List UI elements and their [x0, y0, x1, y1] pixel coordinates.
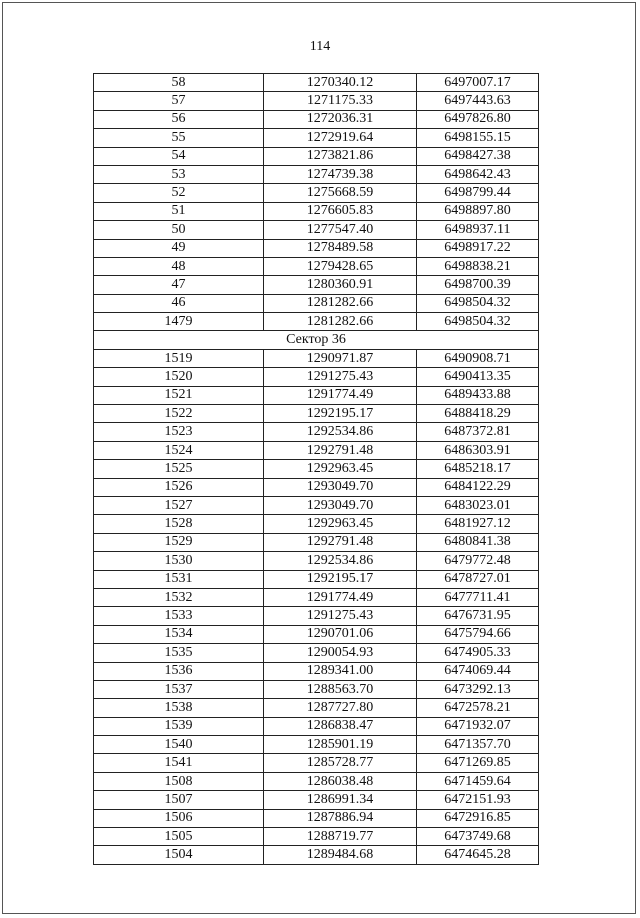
point-number-cell: 48 [94, 257, 264, 275]
table-row [94, 680, 539, 698]
y-coordinate-cell: 6498700.39 [417, 276, 539, 294]
y-coordinate-cell: 6473292.13 [417, 680, 539, 698]
y-coordinate-cell: 6490413.35 [417, 368, 539, 386]
coordinates-table [93, 73, 539, 865]
table-row [94, 552, 539, 570]
point-number-cell: 47 [94, 276, 264, 294]
table-row [94, 717, 539, 735]
x-coordinate-cell: 1289484.68 [264, 846, 417, 864]
point-number-cell: 46 [94, 294, 264, 312]
point-number-cell: 51 [94, 202, 264, 220]
point-number-cell: 55 [94, 129, 264, 147]
point-number-cell: 1520 [94, 368, 264, 386]
point-number-cell: 1519 [94, 349, 264, 367]
table-row [94, 405, 539, 423]
point-number-cell: 1540 [94, 736, 264, 754]
x-coordinate-cell: 1271175.33 [264, 92, 417, 110]
y-coordinate-cell: 6486303.91 [417, 441, 539, 459]
x-coordinate-cell: 1286038.48 [264, 772, 417, 790]
point-number-cell: 54 [94, 147, 264, 165]
page-number: 114 [309, 39, 331, 54]
y-coordinate-cell: 6474069.44 [417, 662, 539, 680]
table-row [94, 460, 539, 478]
table-row [94, 110, 539, 128]
table-row [94, 588, 539, 606]
point-number-cell: 57 [94, 92, 264, 110]
table-row [94, 772, 539, 790]
point-number-cell: 1523 [94, 423, 264, 441]
table-row [94, 809, 539, 827]
x-coordinate-cell: 1290701.06 [264, 625, 417, 643]
table-row [94, 607, 539, 625]
y-coordinate-cell: 6475794.66 [417, 625, 539, 643]
table-row [94, 478, 539, 496]
point-number-cell: 49 [94, 239, 264, 257]
point-number-cell: 1531 [94, 570, 264, 588]
x-coordinate-cell: 1291275.43 [264, 368, 417, 386]
point-number-cell: 1479 [94, 313, 264, 331]
y-coordinate-cell: 6481927.12 [417, 515, 539, 533]
y-coordinate-cell: 6498838.21 [417, 257, 539, 275]
x-coordinate-cell: 1270340.12 [264, 74, 417, 92]
x-coordinate-cell: 1292791.48 [264, 441, 417, 459]
table-row [94, 625, 539, 643]
x-coordinate-cell: 1288719.77 [264, 828, 417, 846]
table-row [94, 423, 539, 441]
table-row [94, 202, 539, 220]
table-row [94, 165, 539, 183]
x-coordinate-cell: 1286838.47 [264, 717, 417, 735]
table-row [94, 368, 539, 386]
x-coordinate-cell: 1291275.43 [264, 607, 417, 625]
table-row [94, 276, 539, 294]
x-coordinate-cell: 1274739.38 [264, 165, 417, 183]
x-coordinate-cell: 1287727.80 [264, 699, 417, 717]
point-number-cell: 1534 [94, 625, 264, 643]
y-coordinate-cell: 6497826.80 [417, 110, 539, 128]
y-coordinate-cell: 6498937.11 [417, 221, 539, 239]
point-number-cell: 1528 [94, 515, 264, 533]
x-coordinate-cell: 1272919.64 [264, 129, 417, 147]
x-coordinate-cell: 1281282.66 [264, 294, 417, 312]
point-number-cell: 58 [94, 74, 264, 92]
y-coordinate-cell: 6478727.01 [417, 570, 539, 588]
x-coordinate-cell: 1292791.48 [264, 533, 417, 551]
table-row [94, 74, 539, 92]
x-coordinate-cell: 1281282.66 [264, 313, 417, 331]
table-row [94, 294, 539, 312]
point-number-cell: 1526 [94, 478, 264, 496]
table-row [94, 184, 539, 202]
table-row [94, 828, 539, 846]
y-coordinate-cell: 6484122.29 [417, 478, 539, 496]
table-row [94, 313, 539, 331]
section-row [94, 331, 539, 349]
point-number-cell: 1507 [94, 791, 264, 809]
x-coordinate-cell: 1290971.87 [264, 349, 417, 367]
table-row [94, 699, 539, 717]
y-coordinate-cell: 6471357.70 [417, 736, 539, 754]
y-coordinate-cell: 6471269.85 [417, 754, 539, 772]
y-coordinate-cell: 6488418.29 [417, 405, 539, 423]
table-row [94, 257, 539, 275]
point-number-cell: 1535 [94, 644, 264, 662]
section-title: Сектор 36 [94, 331, 539, 349]
y-coordinate-cell: 6498642.43 [417, 165, 539, 183]
x-coordinate-cell: 1285728.77 [264, 754, 417, 772]
y-coordinate-cell: 6498917.22 [417, 239, 539, 257]
x-coordinate-cell: 1278489.58 [264, 239, 417, 257]
point-number-cell: 1527 [94, 496, 264, 514]
y-coordinate-cell: 6489433.88 [417, 386, 539, 404]
table-row [94, 349, 539, 367]
table-row [94, 570, 539, 588]
x-coordinate-cell: 1288563.70 [264, 680, 417, 698]
x-coordinate-cell: 1292963.45 [264, 460, 417, 478]
point-number-cell: 1504 [94, 846, 264, 864]
table-row [94, 846, 539, 864]
point-number-cell: 53 [94, 165, 264, 183]
y-coordinate-cell: 6483023.01 [417, 496, 539, 514]
x-coordinate-cell: 1289341.00 [264, 662, 417, 680]
point-number-cell: 1536 [94, 662, 264, 680]
x-coordinate-cell: 1291774.49 [264, 386, 417, 404]
table-row [94, 147, 539, 165]
x-coordinate-cell: 1292534.86 [264, 552, 417, 570]
x-coordinate-cell: 1290054.93 [264, 644, 417, 662]
table-row [94, 533, 539, 551]
y-coordinate-cell: 6474905.33 [417, 644, 539, 662]
y-coordinate-cell: 6472916.85 [417, 809, 539, 827]
point-number-cell: 1533 [94, 607, 264, 625]
y-coordinate-cell: 6487372.81 [417, 423, 539, 441]
x-coordinate-cell: 1276605.83 [264, 202, 417, 220]
x-coordinate-cell: 1279428.65 [264, 257, 417, 275]
table-row [94, 129, 539, 147]
table-row [94, 754, 539, 772]
table-row [94, 441, 539, 459]
point-number-cell: 1532 [94, 588, 264, 606]
y-coordinate-cell: 6477711.41 [417, 588, 539, 606]
y-coordinate-cell: 6498897.80 [417, 202, 539, 220]
y-coordinate-cell: 6472151.93 [417, 791, 539, 809]
x-coordinate-cell: 1291774.49 [264, 588, 417, 606]
y-coordinate-cell: 6480841.38 [417, 533, 539, 551]
y-coordinate-cell: 6479772.48 [417, 552, 539, 570]
y-coordinate-cell: 6497443.63 [417, 92, 539, 110]
table-row [94, 644, 539, 662]
table-row [94, 496, 539, 514]
x-coordinate-cell: 1292195.17 [264, 570, 417, 588]
x-coordinate-cell: 1280360.91 [264, 276, 417, 294]
point-number-cell: 1508 [94, 772, 264, 790]
table-row [94, 221, 539, 239]
y-coordinate-cell: 6498799.44 [417, 184, 539, 202]
x-coordinate-cell: 1285901.19 [264, 736, 417, 754]
point-number-cell: 1529 [94, 533, 264, 551]
y-coordinate-cell: 6498504.32 [417, 294, 539, 312]
y-coordinate-cell: 6497007.17 [417, 74, 539, 92]
x-coordinate-cell: 1286991.34 [264, 791, 417, 809]
y-coordinate-cell: 6474645.28 [417, 846, 539, 864]
y-coordinate-cell: 6471459.64 [417, 772, 539, 790]
table-row [94, 92, 539, 110]
x-coordinate-cell: 1292195.17 [264, 405, 417, 423]
table-row [94, 736, 539, 754]
table-row [94, 386, 539, 404]
x-coordinate-cell: 1293049.70 [264, 496, 417, 514]
x-coordinate-cell: 1277547.40 [264, 221, 417, 239]
y-coordinate-cell: 6471932.07 [417, 717, 539, 735]
point-number-cell: 1525 [94, 460, 264, 478]
table-row [94, 662, 539, 680]
point-number-cell: 52 [94, 184, 264, 202]
point-number-cell: 1538 [94, 699, 264, 717]
point-number-cell: 1539 [94, 717, 264, 735]
y-coordinate-cell: 6498427.38 [417, 147, 539, 165]
table-row [94, 239, 539, 257]
y-coordinate-cell: 6498155.15 [417, 129, 539, 147]
x-coordinate-cell: 1275668.59 [264, 184, 417, 202]
x-coordinate-cell: 1273821.86 [264, 147, 417, 165]
point-number-cell: 50 [94, 221, 264, 239]
y-coordinate-cell: 6490908.71 [417, 349, 539, 367]
x-coordinate-cell: 1272036.31 [264, 110, 417, 128]
y-coordinate-cell: 6472578.21 [417, 699, 539, 717]
y-coordinate-cell: 6485218.17 [417, 460, 539, 478]
table-row [94, 791, 539, 809]
point-number-cell: 1524 [94, 441, 264, 459]
point-number-cell: 1537 [94, 680, 264, 698]
x-coordinate-cell: 1292534.86 [264, 423, 417, 441]
point-number-cell: 1522 [94, 405, 264, 423]
point-number-cell: 1506 [94, 809, 264, 827]
x-coordinate-cell: 1292963.45 [264, 515, 417, 533]
point-number-cell: 1530 [94, 552, 264, 570]
y-coordinate-cell: 6498504.32 [417, 313, 539, 331]
point-number-cell: 1541 [94, 754, 264, 772]
x-coordinate-cell: 1293049.70 [264, 478, 417, 496]
point-number-cell: 1505 [94, 828, 264, 846]
y-coordinate-cell: 6476731.95 [417, 607, 539, 625]
y-coordinate-cell: 6473749.68 [417, 828, 539, 846]
point-number-cell: 1521 [94, 386, 264, 404]
table-row [94, 515, 539, 533]
point-number-cell: 56 [94, 110, 264, 128]
x-coordinate-cell: 1287886.94 [264, 809, 417, 827]
